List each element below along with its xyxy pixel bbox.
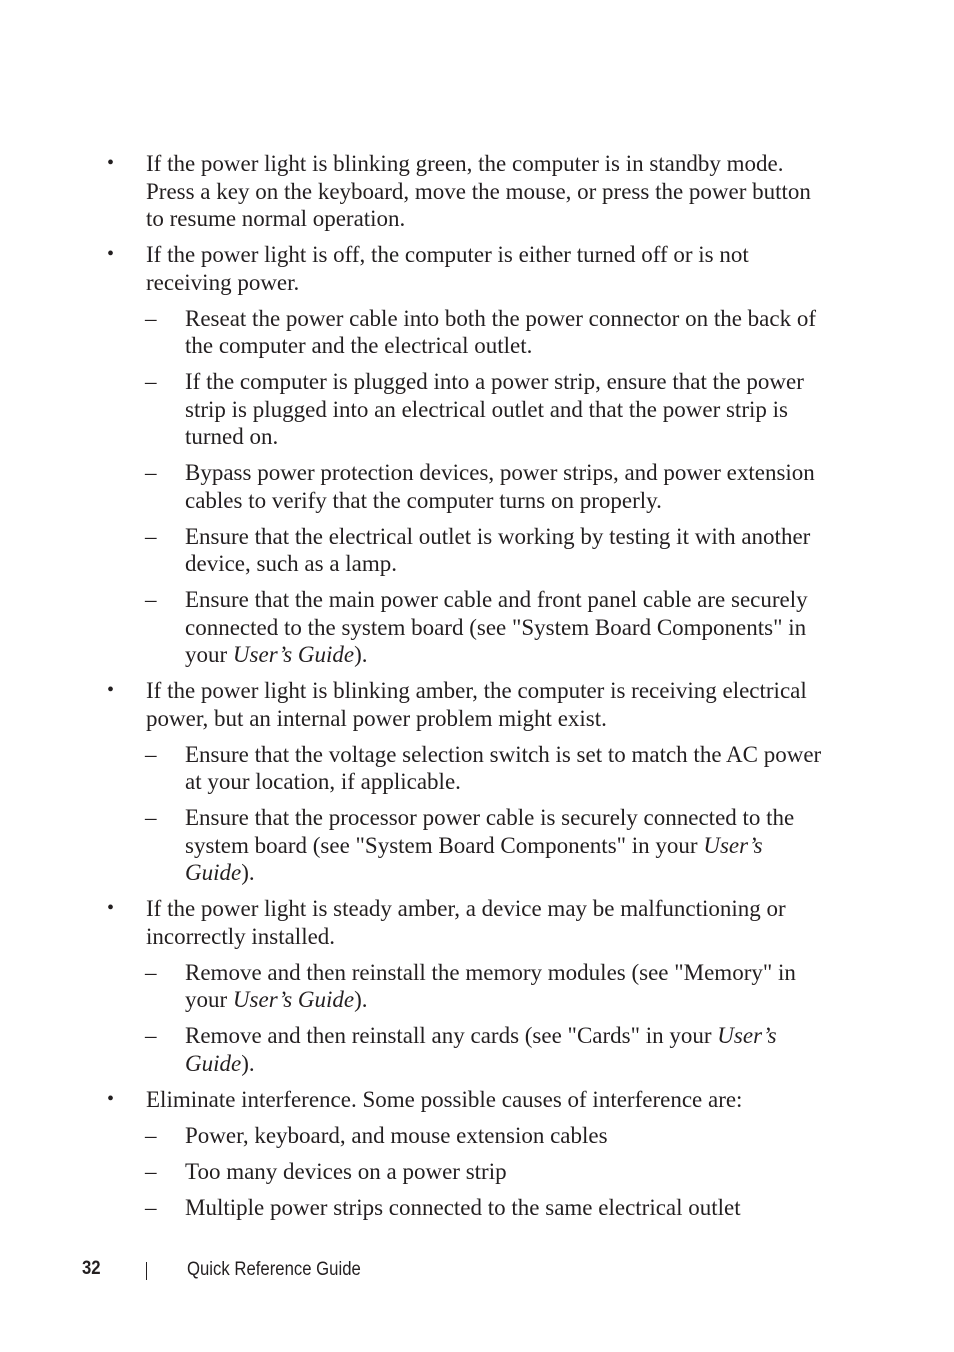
- dash-marker: –: [145, 1122, 157, 1148]
- dash-marker: –: [145, 959, 157, 985]
- bullet-marker: •: [107, 1087, 115, 1110]
- sub-item: [0, 1158, 825, 1186]
- sub-item-text: Remove and then reinstall the memory modules (see "Memory" in your: [185, 959, 796, 1012]
- dash-marker: –: [145, 1158, 157, 1184]
- sub-item-text-end: ).: [354, 642, 368, 667]
- dash-marker: –: [145, 1194, 157, 1220]
- sub-item: [0, 368, 825, 451]
- bullet-marker: •: [107, 152, 115, 174]
- bullet-item: [0, 241, 826, 296]
- dash-marker: –: [145, 1023, 157, 1048]
- footer-divider: [146, 1262, 147, 1280]
- users-guide-reference: User’s Guide: [185, 832, 763, 885]
- bullet-text: If the power light is blinking green, the computer is in standby mode. Press a key on the keyboard, move the mouse, or press the power button to resume normal operation.: [146, 151, 811, 231]
- dash-marker: –: [145, 460, 157, 485]
- bullet-marker: •: [107, 243, 115, 265]
- sub-item-text: If the computer is plugged into a power strip, ensure that the power strip is plugged into an electrical outlet and that the power strip is turned on.: [185, 369, 804, 449]
- sub-item-text: Multiple power strips connected to the same electrical outlet: [185, 1194, 741, 1220]
- bullet-marker: •: [107, 897, 115, 919]
- bullet-text: Eliminate interference. Some possible causes of interference are:: [146, 1086, 743, 1112]
- bullet-text: If the power light is off, the computer is either turned off or is not receiving power.: [146, 242, 749, 295]
- bullet-item: [0, 1086, 826, 1114]
- sub-item-text: Reseat the power cable into both the power connector on the back of the computer and the electrical outlet.: [185, 305, 816, 358]
- sub-item-text-end: ).: [241, 860, 255, 885]
- sub-item-text: Ensure that the voltage selection switch is set to match the AC power at your location, if applicable.: [185, 741, 822, 794]
- sub-item-text-end: ).: [241, 1050, 255, 1076]
- dash-marker: –: [145, 369, 157, 394]
- dash-marker: –: [145, 805, 157, 830]
- sub-item: [0, 1022, 825, 1077]
- bullet-item: [0, 677, 826, 732]
- dash-marker: –: [145, 305, 157, 331]
- sub-item-text: Bypass power protection devices, power strips, and power extension cables to verify that the computer turns on properly.: [185, 460, 815, 513]
- bullet-item: [0, 150, 826, 233]
- bullet-marker: •: [107, 679, 115, 701]
- page-footer: [0, 1258, 954, 1284]
- sub-item: [0, 741, 825, 796]
- bullet-text: If the power light is blinking amber, the computer is receiving electrical power, but an internal power problem might exist.: [146, 678, 807, 731]
- users-guide-reference: User’s Guide: [185, 1023, 777, 1076]
- sub-item: [0, 523, 825, 578]
- dash-marker: –: [145, 741, 157, 767]
- users-guide-reference: User’s Guide: [232, 987, 355, 1012]
- sub-item: [0, 305, 825, 360]
- sub-item-text: Ensure that the electrical outlet is working by testing it with another device, such as a lamp.: [185, 523, 811, 576]
- page-number: 32: [82, 1258, 101, 1279]
- sub-item-text: Ensure that the main power cable and front panel cable are securely connected to the system board (see "System Board Components" in your: [185, 587, 808, 667]
- sub-item-text: Power, keyboard, and mouse extension cables: [185, 1122, 608, 1148]
- dash-marker: –: [145, 523, 157, 549]
- sub-item-text: Ensure that the processor power cable is securely connected to the system board (see "System Board Components" in your: [185, 805, 795, 858]
- sub-item-text-end: ).: [354, 987, 368, 1012]
- footer-title: Quick Reference Guide: [187, 1259, 361, 1280]
- page-content: [0, 150, 954, 1230]
- sub-item-text: Remove and then reinstall any cards (see "Cards" in your: [185, 1023, 718, 1048]
- sub-item: [0, 1194, 825, 1222]
- dash-marker: –: [145, 587, 157, 612]
- users-guide-reference: User’s Guide: [232, 642, 355, 667]
- bullet-text: If the power light is steady amber, a device may be malfunctioning or incorrectly installed.: [146, 896, 786, 949]
- sub-item: [0, 1122, 825, 1150]
- sub-item: [0, 459, 825, 514]
- bullet-item: [0, 895, 826, 950]
- sub-item-text: Too many devices on a power strip: [185, 1158, 507, 1184]
- sub-item: [0, 959, 825, 1014]
- sub-item: [0, 586, 825, 669]
- sub-item: [0, 804, 825, 887]
